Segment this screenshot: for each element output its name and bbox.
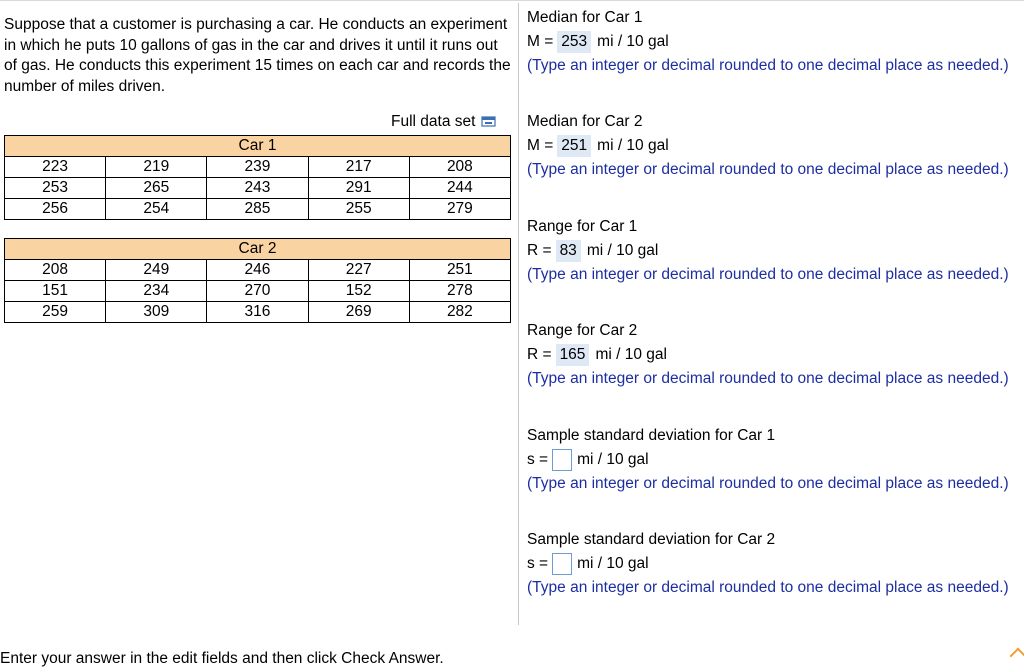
car1-cell: 265 xyxy=(106,178,207,199)
car1-row xyxy=(5,199,511,220)
car1-table-title: Car 1 xyxy=(5,136,511,157)
question-block xyxy=(527,217,1017,285)
full-data-set-label[interactable]: Full data set xyxy=(391,113,476,130)
answer-line xyxy=(527,31,1017,53)
scroll-up-icon[interactable] xyxy=(1010,648,1024,665)
pane-divider xyxy=(518,3,519,625)
full-data-set-link[interactable] xyxy=(391,113,497,131)
question-title: Median for Car 2 xyxy=(527,113,643,130)
car1-cell: 279 xyxy=(409,199,510,220)
car2-cell: 249 xyxy=(106,260,207,281)
car1-cell: 244 xyxy=(409,178,510,199)
car2-row xyxy=(5,302,511,323)
answer-hint: (Type an integer or decimal rounded to one decimal place as needed.) xyxy=(527,475,1009,492)
car1-cell: 291 xyxy=(308,178,409,199)
answer-symbol: R = xyxy=(527,242,552,259)
unit-label: mi / 10 gal xyxy=(586,242,659,259)
answer-input[interactable] xyxy=(552,553,572,575)
car2-cell: 234 xyxy=(106,281,207,302)
car2-table-title: Car 2 xyxy=(5,239,511,260)
answer-hint: (Type an integer or decimal rounded to one decimal place as needed.) xyxy=(527,161,1009,178)
left-pane xyxy=(0,0,518,658)
answer-hint: (Type an integer or decimal rounded to one decimal place as needed.) xyxy=(527,579,1009,596)
answer-hint: (Type an integer or decimal rounded to one decimal place as needed.) xyxy=(527,57,1009,74)
answer-line xyxy=(527,135,1017,157)
unit-label: mi / 10 gal xyxy=(595,346,667,363)
car1-cell: 285 xyxy=(207,199,308,220)
answer-value[interactable]: 253 xyxy=(557,31,591,53)
answer-value[interactable]: 83 xyxy=(556,240,581,262)
car2-cell: 251 xyxy=(409,260,510,281)
question-title: Range for Car 2 xyxy=(527,322,638,339)
car1-cell: 256 xyxy=(5,199,106,220)
car2-cell: 316 xyxy=(207,302,308,323)
car2-cell: 282 xyxy=(409,302,510,323)
car1-table xyxy=(4,135,511,220)
car2-cell: 269 xyxy=(308,302,409,323)
answer-value[interactable]: 251 xyxy=(557,135,591,157)
car1-cell: 219 xyxy=(106,157,207,178)
car2-cell: 208 xyxy=(5,260,106,281)
answer-symbol: s = xyxy=(527,451,549,468)
problem-statement: Suppose that a customer is purchasing a car. He conducts an experiment in which he puts 10 gallons of gas in the car and drives it until it runs out of gas. He conducts this experiment 15 times on each car and records the number of miles driven. xyxy=(4,16,511,95)
answer-line xyxy=(527,553,1017,575)
question-title: Sample standard deviation for Car 1 xyxy=(527,427,776,444)
car1-cell: 255 xyxy=(308,199,409,220)
question-title: Sample standard deviation for Car 2 xyxy=(527,531,776,548)
answer-value[interactable]: 165 xyxy=(556,344,590,366)
unit-label: mi / 10 gal xyxy=(597,33,669,50)
answer-input[interactable] xyxy=(552,449,572,471)
question-title: Range for Car 1 xyxy=(527,218,638,235)
answer-symbol: M = xyxy=(527,137,554,154)
car2-cell: 259 xyxy=(5,302,106,323)
car2-cell: 151 xyxy=(5,281,106,302)
answer-line xyxy=(527,449,1017,471)
question-block xyxy=(527,112,1017,180)
car1-row xyxy=(5,178,511,199)
question-block xyxy=(527,426,1017,494)
unit-label: mi / 10 gal xyxy=(577,555,649,572)
car1-cell: 239 xyxy=(207,157,308,178)
answer-symbol: M = xyxy=(527,33,554,50)
car2-cell: 246 xyxy=(207,260,308,281)
car2-cell: 152 xyxy=(308,281,409,302)
instruction-footer: Enter your answer in the edit fields and then click Check Answer. xyxy=(0,650,444,667)
answer-symbol: s = xyxy=(527,555,549,572)
car1-cell: 208 xyxy=(409,157,510,178)
question-title: Median for Car 1 xyxy=(527,9,643,26)
data-window-icon[interactable] xyxy=(481,115,497,129)
question-block xyxy=(527,8,1017,76)
car1-cell: 223 xyxy=(5,157,106,178)
answer-hint: (Type an integer or decimal rounded to one decimal place as needed.) xyxy=(527,370,1009,387)
unit-label: mi / 10 gal xyxy=(597,137,669,154)
question-block xyxy=(527,321,1017,389)
answer-line xyxy=(527,344,1017,366)
car1-cell: 217 xyxy=(308,157,409,178)
car2-row xyxy=(5,260,511,281)
car1-row xyxy=(5,157,511,178)
car2-cell: 278 xyxy=(409,281,510,302)
answer-symbol: R = xyxy=(527,346,552,363)
car2-table-body xyxy=(5,260,511,323)
answer-hint: (Type an integer or decimal rounded to one decimal place as needed.) xyxy=(527,266,1009,283)
question-block xyxy=(527,530,1017,598)
car2-cell: 309 xyxy=(106,302,207,323)
car2-row xyxy=(5,281,511,302)
answer-line xyxy=(527,240,1017,262)
car1-cell: 254 xyxy=(106,199,207,220)
car1-table-body xyxy=(5,157,511,220)
car2-table xyxy=(4,238,511,323)
car1-cell: 243 xyxy=(207,178,308,199)
car2-cell: 227 xyxy=(308,260,409,281)
car1-cell: 253 xyxy=(5,178,106,199)
car2-cell: 270 xyxy=(207,281,308,302)
unit-label: mi / 10 gal xyxy=(577,451,649,468)
